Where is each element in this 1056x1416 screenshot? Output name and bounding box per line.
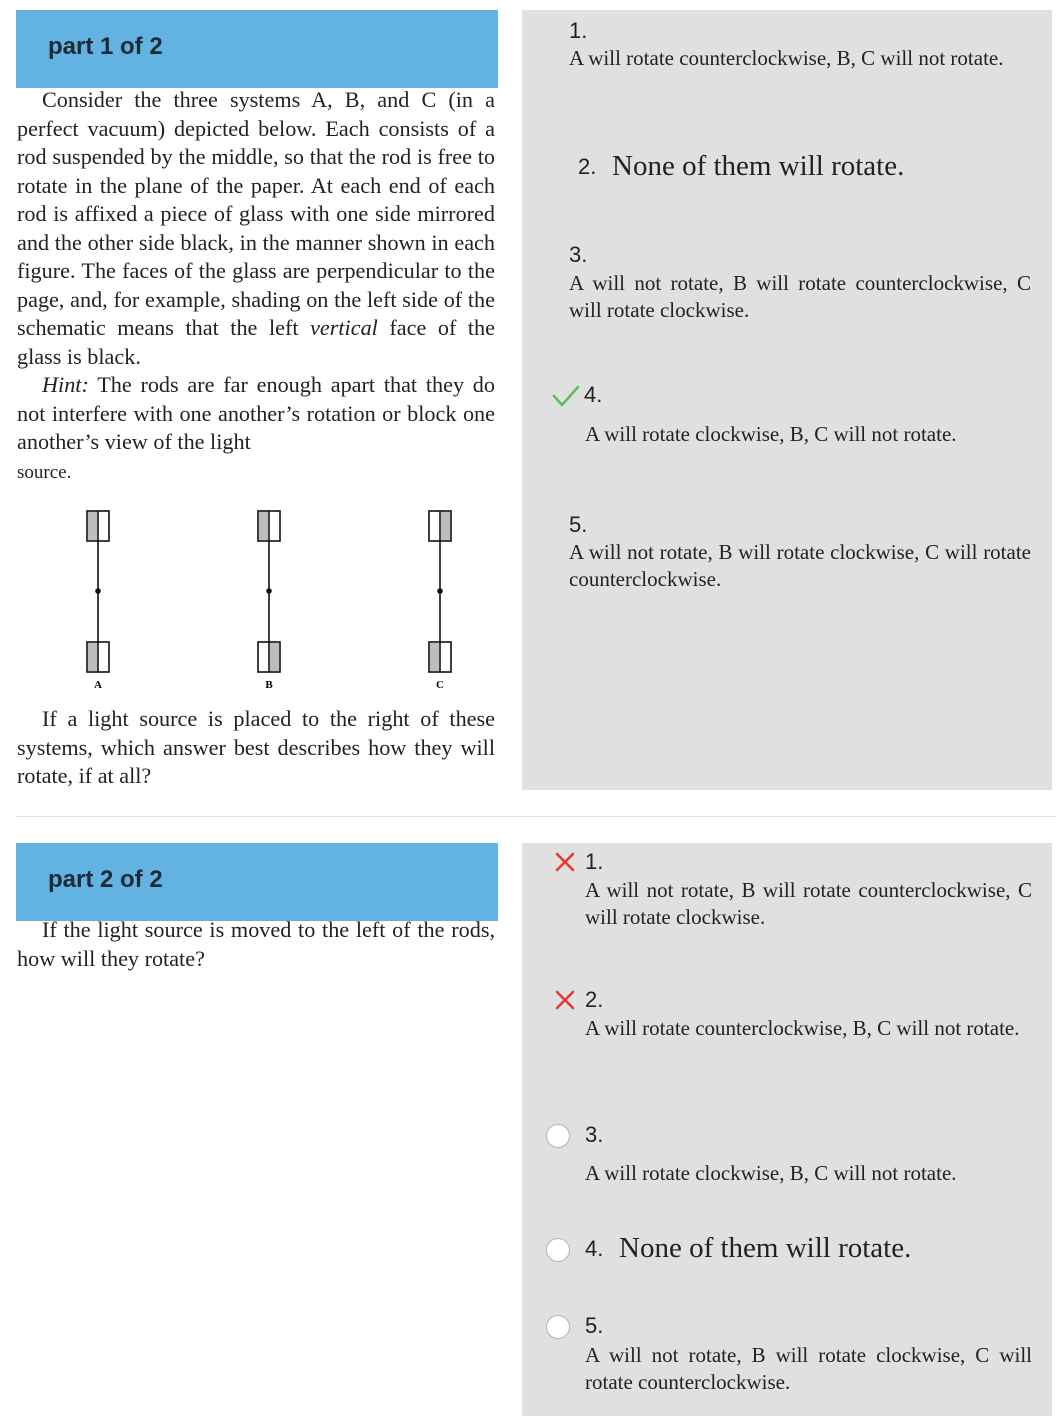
option-number: 1.: [585, 849, 604, 874]
option-radio[interactable]: [546, 1238, 570, 1262]
option-number: 5.: [585, 1313, 604, 1338]
part-2-option-3[interactable]: [522, 1118, 1052, 1208]
system-a-pivot: [95, 588, 101, 594]
wrong-x-icon: [554, 989, 576, 1011]
part-2-question: [17, 916, 495, 973]
part-1-question: [17, 86, 495, 487]
system-a-bottom-shade: [88, 643, 97, 671]
part-1-option-5[interactable]: [522, 500, 1052, 620]
part-1-header: [16, 10, 498, 88]
option-number: 5.: [569, 512, 588, 537]
system-b-label: B: [265, 679, 273, 691]
part-2-answer-panel: [522, 843, 1052, 1416]
option-text: A will not rotate, B will rotate counterclockwise, C will rotate clockwise.: [569, 271, 1031, 322]
question-prompt: If the light source is moved to the left of the rods, how will they rotate?: [17, 917, 495, 971]
option-number: 2.: [585, 987, 604, 1012]
option-text: A will not rotate, B will rotate counterclockwise, C will rotate clockwise.: [585, 878, 1032, 929]
part-1-title: part 1 of 2: [48, 33, 163, 60]
system-a: [87, 511, 109, 691]
option-number: 1.: [569, 18, 588, 43]
system-b-bottom-shade: [270, 643, 279, 671]
part-1-option-1[interactable]: [522, 10, 1052, 130]
system-b: [258, 511, 280, 691]
system-b-pivot: [266, 588, 272, 594]
system-a-top-shade: [88, 512, 97, 540]
option-text: A will not rotate, B will rotate clockwise, C will rotate counterclockwise.: [569, 540, 1031, 591]
question-emphasis: vertical: [310, 315, 378, 340]
option-number: 4.: [585, 1236, 604, 1261]
part-2-option-1[interactable]: [522, 843, 1052, 973]
hint-source-line: [17, 457, 495, 488]
system-c: [429, 511, 451, 691]
part-1-question-end: [17, 705, 495, 791]
option-text: A will rotate counterclockwise, B, C will not rotate.: [569, 46, 1004, 70]
question-prompt: If a light source is placed to the right of these systems, which answer best describes how they will rotate, if at all?: [17, 706, 495, 788]
system-a-label: A: [94, 679, 102, 691]
part-1-option-2[interactable]: [522, 140, 1052, 220]
part-2-header: [16, 843, 498, 921]
part-2-option-4[interactable]: [522, 1221, 1052, 1301]
option-number: 4.: [584, 382, 603, 407]
part-2-option-5[interactable]: [522, 1311, 1052, 1416]
part-2-title: part 2 of 2: [48, 866, 163, 893]
option-number: 2.: [578, 154, 597, 179]
option-text: None of them will rotate.: [612, 150, 905, 182]
wrong-x-icon: [554, 851, 576, 873]
option-text: A will not rotate, B will rotate clockwise, C will rotate counterclockwise.: [585, 1343, 1032, 1394]
option-text: None of them will rotate.: [619, 1232, 912, 1264]
system-c-bottom-shade: [430, 643, 439, 671]
question-text-end: face of the glass is black.: [17, 315, 495, 369]
question-text: Consider the three systems A, B, and C (in a perfect vacuum) depicted below. Each consists of a rod suspended by the middle, so that the rod is free to rotate in the plane of the paper. At each end of each rod is affixed a piece of glass with one side mirrored and the other side black, in the manner shown in each figure. The faces of the glass are perpendicular to the page, and, for example, shading on the left side of the schematic means that the left: [17, 87, 495, 340]
option-text: A will rotate clockwise, B, C will not rotate.: [585, 422, 957, 446]
part-1-option-4[interactable]: [522, 370, 1052, 490]
rod-systems-diagram: [0, 496, 480, 696]
system-c-label: C: [436, 679, 444, 691]
question-paragraph: [17, 86, 495, 371]
option-number: 3.: [585, 1122, 604, 1147]
option-radio[interactable]: [546, 1315, 570, 1339]
option-text: A will rotate clockwise, B, C will not rotate.: [585, 1161, 957, 1185]
correct-check-icon: [552, 384, 580, 408]
option-radio[interactable]: [546, 1124, 570, 1148]
part-2-option-2[interactable]: [522, 981, 1052, 1111]
option-number: 3.: [569, 242, 588, 267]
hint-paragraph: [17, 371, 495, 457]
part-1-option-3[interactable]: [522, 230, 1052, 360]
system-c-top-shade: [441, 512, 450, 540]
hint-text: The rods are far enough apart that they do not interfere with one another’s rotation or block one another’s view of the light: [17, 372, 495, 454]
hint-label: Hint:: [42, 372, 89, 397]
system-c-pivot: [437, 588, 443, 594]
part-1-answer-panel: [522, 10, 1052, 790]
part-divider: [16, 816, 1056, 817]
system-b-top-shade: [259, 512, 268, 540]
hint-source: source.: [17, 461, 72, 483]
option-text: A will rotate counterclockwise, B, C will not rotate.: [585, 1016, 1020, 1040]
